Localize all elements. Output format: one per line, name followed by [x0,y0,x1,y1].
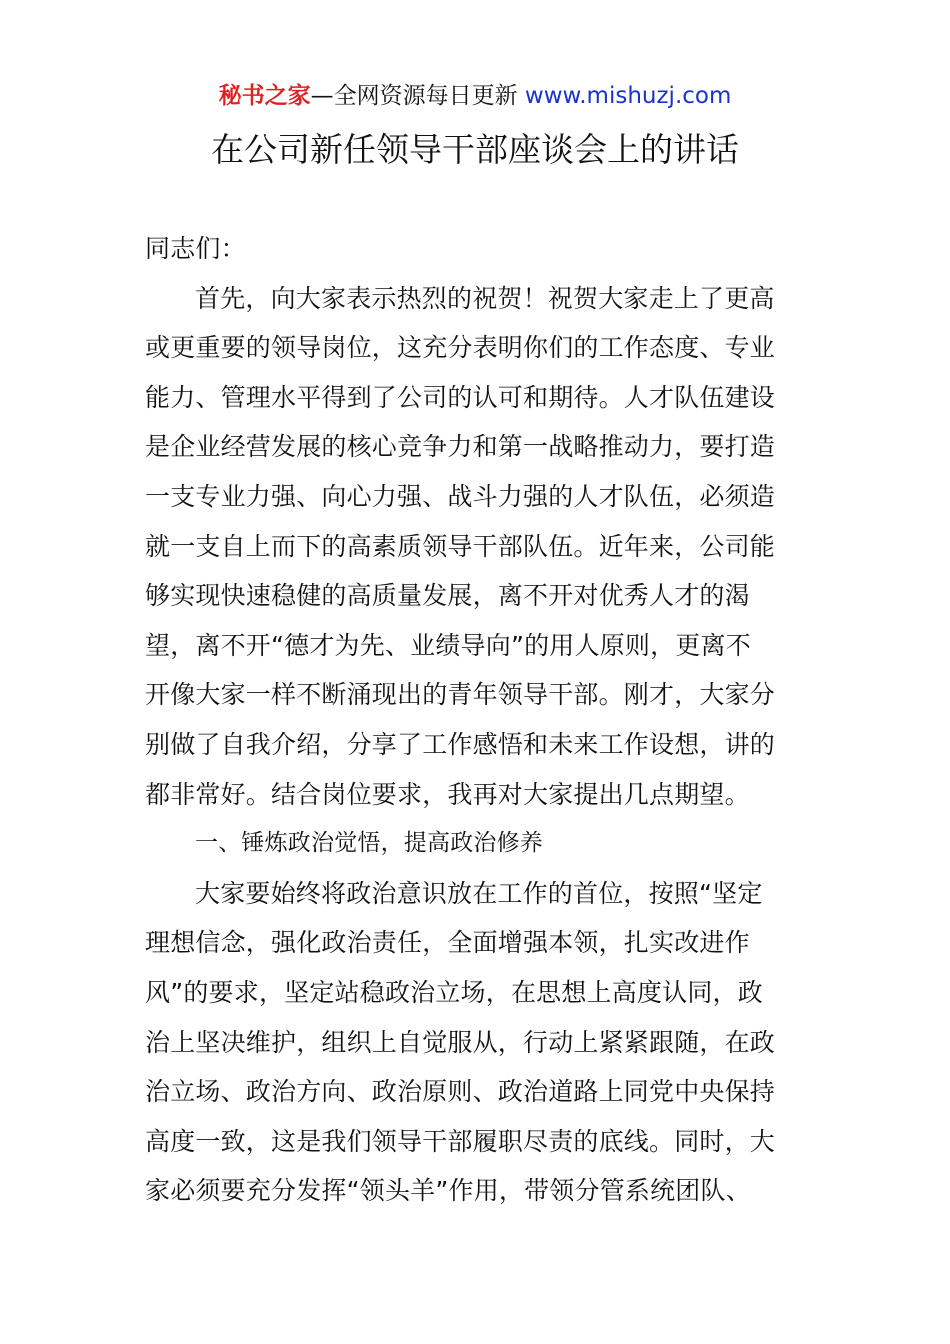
paragraph-line: 治立场、政治方向、政治原则、政治道路上同党中央保持 [145,1077,776,1107]
paragraph-line: 都非常好。结合岗位要求，我再对大家提出几点期望。 [145,779,750,809]
paragraph-line: 别做了自我介绍，分享了工作感悟和未来工作设想，讲的 [145,729,776,759]
paragraph-line: 家必须要充分发挥“领头羊”作用，带领分管系统团队、 [145,1176,751,1206]
paragraph-line: 或更重要的领导岗位，这充分表明你们的工作态度、专业 [145,333,776,363]
paragraph-line: 就一支自上而下的高素质领导干部队伍。近年来，公司能 [145,531,776,561]
paragraph-line: 能力、管理水平得到了公司的认可和期待。人才队伍建设 [145,382,776,412]
site-url-link[interactable]: www.mishuzj.com [524,83,732,109]
paragraph-line: 治上坚决维护，组织上自觉服从，行动上紧紧跟随，在政 [145,1027,776,1057]
paragraph-line: 理想信念，强化政治责任，全面增强本领，扎实改进作 [145,928,750,958]
section-heading: 一、锤炼政治觉悟，提高政治修养 [195,830,543,857]
site-tagline: —全网资源每日更新 [310,83,518,109]
document-body [145,224,810,1216]
paragraph-line: 大家要始终将政治意识放在工作的首位，按照“坚定 [195,878,763,908]
paragraph-line: 一支专业力强、向心力强、战斗力强的人才队伍，必须造 [145,481,776,511]
paragraph-line: 风”的要求，坚定站稳政治立场，在思想上高度认同，政 [145,977,763,1007]
paragraph-line: 首先，向大家表示热烈的祝贺！祝贺大家走上了更高 [195,283,775,313]
paragraph-line: 够实现快速稳健的高质量发展，离不开对优秀人才的渴 [145,581,750,611]
site-brand: 秘书之家 [218,83,311,109]
paragraph-line: 是企业经营发展的核心竞争力和第一战略推动力，要打造 [145,432,776,462]
paragraph-line: 望，离不开“德才为先、业绩导向”的用人原则，更离不 [145,630,751,660]
site-header [0,80,950,112]
document-title: 在公司新任领导干部座谈会上的讲话 [211,130,739,169]
paragraph-line: 同志们： [145,234,246,263]
paragraph-line: 高度一致，这是我们领导干部履职尽责的底线。同时，大 [145,1126,776,1156]
paragraph-line: 开像大家一样不断涌现出的青年领导干部。刚才，大家分 [145,680,776,710]
